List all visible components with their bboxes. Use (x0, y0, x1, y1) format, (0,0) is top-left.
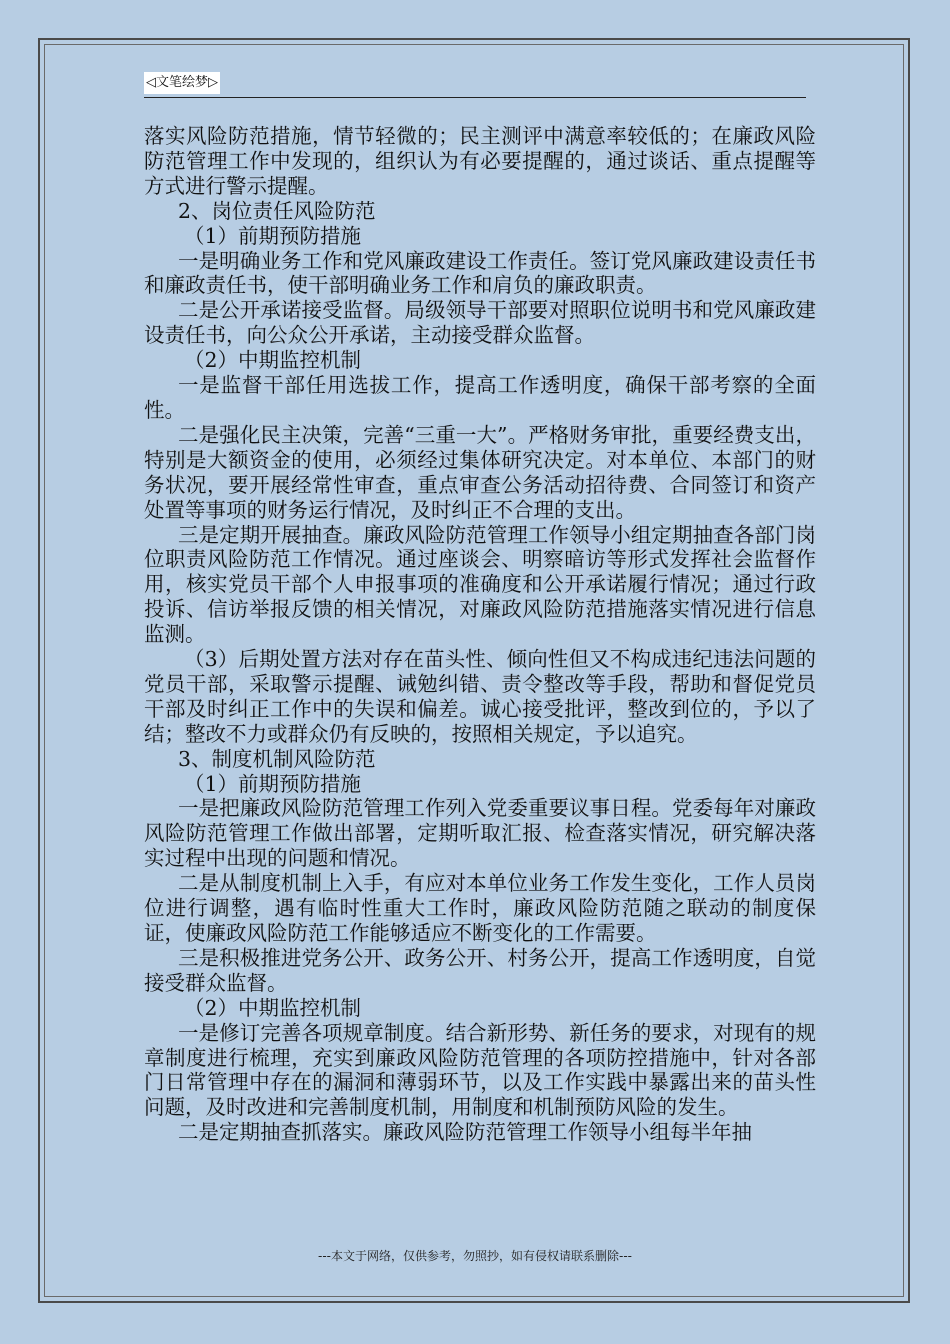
subsection-heading: （1）前期预防措施 (184, 223, 362, 248)
footer-disclaimer: ---本文于网络，仅供参考，勿照抄，如有侵权请联系删除--- (318, 1249, 632, 1263)
paragraph: 二是强化民主决策，完善“三重一大”。严格财务审批，重要经费支出，特别是大额资金的使用，必须经过集体研究决定。对本单位、本部门的财务状况，要开展经常性审查，重点审查公务活动招待费、合同签订和资产处置等事项的财务运行情况，及时纠正不合理的支出。 (144, 422, 816, 522)
paragraph-continued: 落实风险防范措施，情节轻微的；民主测评中满意率较低的；在廉政风险防范管理工作中发现的，组织认为有必要提醒的，通过谈话、重点提醒等方式进行警示提醒。 (144, 124, 816, 198)
section-heading-2: 2、岗位责任风险防范 (178, 198, 376, 223)
paragraph: 二是定期抽查抓落实。廉政风险防范管理工作领导小组每半年抽 (178, 1120, 752, 1145)
paragraph: 二是从制度机制上入手，有应对本单位业务工作发生变化，工作人员岗位进行调整，遇有临时性重大工作时，廉政风险防范随之联动的制度保证，使廉政风险防范工作能够适应不断变化的工作需要。 (144, 871, 816, 945)
paragraph: 一是监督干部任用选拔工作，提高工作透明度，确保干部考察的全面性。 (144, 373, 816, 422)
paragraph: 三是定期开展抽查。廉政风险防范管理工作领导小组定期抽查各部门岗位职责风险防范工作情况。通过座谈会、明察暗访等形式发挥社会监督作用，核实党员干部个人申报事项的准确度和公开承诺履行情况；通过行政投诉、信访举报反馈的相关情况，对廉政风险防范措施落实情况进行信息监测。 (144, 522, 816, 647)
subsection-heading: （2）中期监控机制 (184, 348, 362, 373)
subsection-heading: （1）前期预防措施 (184, 771, 362, 796)
paragraph: 三是积极推进党务公开、政务公开、村务公开，提高工作透明度，自觉接受群众监督。 (144, 945, 816, 995)
paragraph: 一是把廉政风险防范管理工作列入党委重要议事日程。党委每年对廉政风险防范管理工作做出部署，定期听取汇报、检查落实情况，研究解决落实过程中出现的问题和情况。 (144, 796, 816, 871)
header-divider (144, 97, 806, 98)
paragraph: （3）后期处置方法对存在苗头性、倾向性但又不构成违纪违法问题的党员干部，采取警示提醒、诫勉纠错、责令整改等手段，帮助和督促党员干部及时纠正工作中的失误和偏差。诚心接受批评，整改到位的，予以了结；整改不力或群众仍有反映的，按照相关规定，予以追究。 (144, 647, 816, 746)
document-body (144, 124, 816, 1145)
paragraph: 一是明确业务工作和党风廉政建设工作责任。签订党风廉政建设责任书和廉政责任书，使干部明确业务工作和肩负的廉政职责。 (144, 248, 816, 298)
paragraph: 二是公开承诺接受监督。局级领导干部要对照职位说明书和党风廉政建设责任书，向公众公开承诺，主动接受群众监督。 (144, 298, 816, 348)
header-title: ◁文笔绘梦▷ (144, 72, 220, 94)
paragraph: 一是修订完善各项规章制度。结合新形势、新任务的要求，对现有的规章制度进行梳理，充实到廉政风险防范管理的各项防控措施中，针对各部门日常管理中存在的漏洞和薄弱环节，以及工作实践中暴露出来的苗头性问题，及时改进和完善制度机制，用制度和机制预防风险的发生。 (144, 1020, 816, 1120)
subsection-heading: （2）中期监控机制 (184, 995, 362, 1020)
section-heading-3: 3、制度机制风险防范 (178, 746, 376, 771)
